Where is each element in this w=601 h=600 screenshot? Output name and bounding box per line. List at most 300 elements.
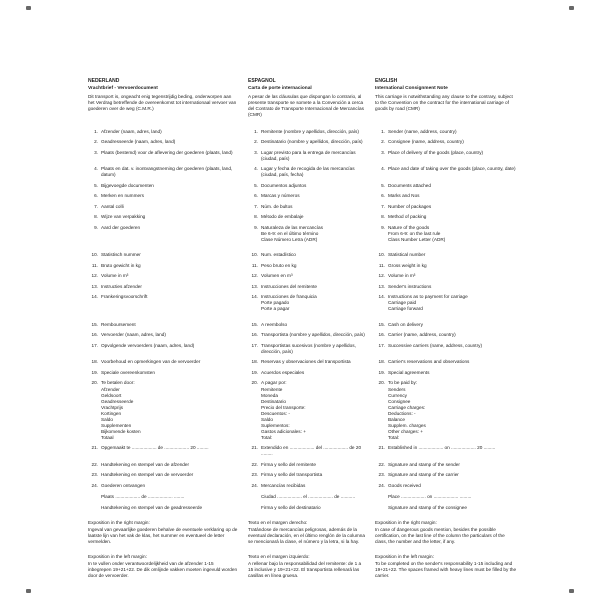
- item-text: [388, 483, 517, 511]
- item-number: 20.: [251, 380, 258, 386]
- item-text: [101, 273, 238, 279]
- item-number: 5.: [381, 182, 385, 188]
- item-subline: Afzender: [101, 386, 120, 392]
- item-number: 20.: [378, 380, 385, 386]
- item-number: 15.: [91, 321, 98, 327]
- item-subline: Ciudad ................... el ................... de ...........: [261, 493, 356, 499]
- item-subline: Gastos adicionales: +: [261, 428, 306, 434]
- item-label: Sender (name, address, country): [388, 128, 457, 134]
- item-subline: Be 6-9: en el último término: [261, 230, 319, 236]
- item-en-14: [375, 294, 517, 312]
- item-en-19: [375, 370, 517, 376]
- item-es-20: [248, 380, 365, 440]
- item-number: 18.: [251, 359, 258, 365]
- item-es-2: [248, 139, 365, 145]
- margin-note-body: To be completed on the sender's responsability 1-15 including and 19+21+22. The spaces framed with heavy lines must be filled by the carrier.: [375, 560, 517, 578]
- item-text: [261, 343, 365, 355]
- margin-note-title: Exposition in the left margin:: [88, 554, 147, 560]
- intro-text: Dit transport is, ongeacht enig tegenstrijdig beding, onderworpen aan het Verdrag betreffende de overeenkomst tot internationaal vervoer van goederen over de weg (C.M.R.): [88, 94, 237, 112]
- item-label: Peso bruto en kg: [261, 262, 297, 268]
- item-text: [388, 183, 517, 189]
- item-number: 21.: [91, 445, 98, 451]
- item-label: Statistical number: [388, 252, 426, 258]
- item-text: [261, 294, 365, 312]
- item-label: Handtekening en stempel van de vervoerder: [101, 472, 194, 478]
- item-text: [261, 204, 365, 210]
- item-label: Remboursement: [101, 321, 136, 327]
- item-text: [261, 284, 365, 290]
- item-number: 4.: [94, 166, 98, 172]
- item-number: 8.: [254, 214, 258, 220]
- item-number: 3.: [254, 149, 258, 155]
- column-header-es: [248, 78, 365, 124]
- item-number: 13.: [378, 283, 385, 289]
- item-text: [261, 129, 365, 135]
- item-label: Marcas y números: [261, 193, 300, 199]
- item-label: Firma y sello del transportista: [261, 472, 323, 478]
- item-label: Goederen ontvangen: [101, 482, 146, 488]
- item-number: 23.: [378, 472, 385, 478]
- item-label: Naturaleza de las mercancías: [261, 224, 324, 230]
- column-header-en: [375, 78, 517, 124]
- margin-note-title: Exposition in the right margin:: [88, 520, 150, 526]
- item-en-18: [375, 359, 517, 365]
- item-text: [101, 462, 238, 468]
- item-label: Frankeringsvoorschrift: [101, 294, 148, 300]
- item-number: 13.: [91, 283, 98, 289]
- item-text: [261, 322, 365, 328]
- item-number: 14.: [91, 294, 98, 300]
- item-es-23: [248, 472, 365, 478]
- item-number: 8.: [94, 214, 98, 220]
- item-es-5: [248, 183, 365, 189]
- item-label: Aantal colli: [101, 203, 124, 209]
- item-subline: Place ................... on ................... .........: [388, 493, 472, 499]
- item-subline: Class Number Letter (ADR): [388, 236, 446, 242]
- item-label: Signature and stamp of the sender: [388, 461, 460, 467]
- item-text: [261, 214, 365, 220]
- item-number: 1.: [254, 128, 258, 134]
- item-es-19: [248, 370, 365, 376]
- item-number: 17.: [378, 342, 385, 348]
- item-number: 7.: [254, 203, 258, 209]
- item-en-10: [375, 252, 517, 258]
- language-title: NEDERLAND: [88, 78, 120, 84]
- item-number: 20.: [91, 380, 98, 386]
- item-text: [388, 332, 517, 338]
- item-text: [388, 359, 517, 365]
- item-number: 18.: [378, 359, 385, 365]
- item-text: [261, 183, 365, 189]
- item-subline: Descuentos: -: [261, 410, 290, 416]
- item-text: [101, 322, 238, 328]
- item-en-15: [375, 322, 517, 328]
- item-label: Afzender (naam, adres, land): [101, 128, 162, 134]
- item-number: 9.: [254, 224, 258, 230]
- item-label: Instructies afzender: [101, 283, 142, 289]
- item-label: Documentos adjuntos: [261, 182, 307, 188]
- item-es-22: [248, 462, 365, 468]
- item-nl-7: [88, 204, 238, 210]
- item-text: [101, 472, 238, 478]
- margin-note-nl-2: [88, 554, 238, 579]
- item-number: 12.: [251, 273, 258, 279]
- item-en-22: [375, 462, 517, 468]
- item-nl-24: [88, 483, 238, 511]
- item-number: 21.: [251, 445, 258, 451]
- item-number: 19.: [378, 369, 385, 375]
- item-en-11: [375, 263, 517, 269]
- item-label: Nature of the goods: [388, 224, 430, 230]
- item-number: 12.: [378, 273, 385, 279]
- item-label: Lugar previsto para la entrega de mercancías (ciudad, país): [261, 149, 356, 161]
- item-label: Transportista (nombre y apellidos, dirección, país): [261, 332, 365, 338]
- item-nl-15: [88, 322, 238, 328]
- item-nl-1: [88, 129, 238, 135]
- item-text: [261, 483, 365, 511]
- item-en-8: [375, 214, 517, 220]
- item-text: [388, 343, 517, 349]
- item-es-17: [248, 343, 365, 355]
- item-subline: Balance: [388, 416, 405, 422]
- item-label: Speciale overeenkomsten: [101, 369, 155, 375]
- item-subline: Total:: [261, 434, 273, 440]
- item-subline: Consignee: [388, 398, 411, 404]
- item-number: 11.: [91, 262, 98, 268]
- item-es-21: [248, 445, 365, 457]
- item-label: Instrucciones del remitente: [261, 283, 318, 289]
- item-en-5: [375, 183, 517, 189]
- item-nl-21: [88, 445, 238, 457]
- margin-note-body: Ingeval van gevaarlijke goederen behalve de eventuele verklaring op de laatste lijn van het vak de klas, het nummer en eventueel de letter vermelden.: [88, 526, 238, 544]
- margin-note-nl-1: [88, 520, 238, 545]
- item-label: Established in ................... on ................... 20 .........: [388, 445, 496, 451]
- item-es-6: [248, 193, 365, 199]
- item-es-12: [248, 273, 365, 279]
- item-text: [388, 214, 517, 220]
- item-nl-10: [88, 252, 238, 258]
- item-label: Opvolgende vervoerders (naam, adres, land): [101, 342, 195, 348]
- item-label: Cash on delivery: [388, 321, 423, 327]
- intro-text: A pesar de las cláusulas que dispongan lo contrario, al presente transporte se somete a la Convención a cerca del Contrato de Transporte Internacional de Mercancías (CMR): [248, 94, 364, 118]
- item-number: 7.: [381, 203, 385, 209]
- item-text: [261, 150, 365, 162]
- item-number: 2.: [381, 139, 385, 145]
- item-nl-23: [88, 472, 238, 478]
- item-number: 14.: [251, 294, 258, 300]
- item-subline: Vrachtprijs: [101, 404, 123, 410]
- item-label: Consignee (name, address, country): [388, 139, 464, 145]
- margin-note-es-2: [248, 554, 365, 579]
- item-subline: Moneda: [261, 392, 278, 398]
- item-label: Handtekening en stempel van de afzender: [101, 461, 190, 467]
- corner-mark-bottom-right: [569, 589, 574, 593]
- item-text: [101, 252, 238, 258]
- item-text: [261, 252, 365, 258]
- item-number: 17.: [251, 342, 258, 348]
- item-en-4: [375, 166, 517, 178]
- item-es-9: [248, 225, 365, 243]
- item-label: Gross weight in kg: [388, 262, 427, 268]
- item-label: Instrucciones de franquicia: [261, 294, 317, 300]
- item-nl-12: [88, 273, 238, 279]
- item-label: Volumen en m³: [261, 273, 293, 279]
- item-number: 3.: [94, 149, 98, 155]
- item-subline: Handtekening en stempel van de geadresseerde: [101, 504, 203, 510]
- item-number: 16.: [91, 332, 98, 338]
- item-text: [101, 359, 238, 365]
- item-number: 10.: [251, 252, 258, 258]
- item-label: Bruto gewicht in kg: [101, 262, 141, 268]
- item-text: [388, 252, 517, 258]
- margin-note-title: Texto en el margen izquierdo:: [248, 554, 310, 560]
- item-text: [101, 294, 238, 300]
- item-text: [388, 129, 517, 135]
- item-label: Wijze van verpakking: [101, 214, 146, 220]
- item-label: Reservas y observaciones del transportista: [261, 359, 351, 365]
- item-label: Lugar y fecha de recogida de las mercancías (ciudad, país, fecha): [261, 166, 355, 178]
- item-text: [101, 370, 238, 376]
- item-en-1: [375, 129, 517, 135]
- margin-note-title: Texto en el margen derecho:: [248, 520, 308, 526]
- item-label: Destinatario (nombre y apellidos, dirección, país): [261, 139, 363, 145]
- item-text: [388, 322, 517, 328]
- item-text: [388, 273, 517, 279]
- margin-note-body: In te vullen onder verantwoordelijkheid van de afzender 1-15 inbegrepen 19+21+22. De dik omlijnde vakken moeten ingevuld worden door de vervoerder.: [88, 560, 238, 578]
- item-text: [388, 204, 517, 210]
- item-number: 11.: [378, 262, 385, 268]
- item-subline: Kortingen: [101, 410, 122, 416]
- item-nl-3: [88, 150, 238, 162]
- item-text: [101, 263, 238, 269]
- item-text: [101, 193, 238, 199]
- item-subline: From 6-9: on the last rule: [388, 230, 441, 236]
- item-label: Geadresseerde (naam, adres, land): [101, 139, 176, 145]
- item-label: A reembolso: [261, 321, 288, 327]
- item-number: 15.: [378, 321, 385, 327]
- item-number: 2.: [254, 139, 258, 145]
- item-label: Volume in m³: [101, 273, 129, 279]
- item-label: Signature and stamp of the carrier: [388, 472, 459, 478]
- item-number: 24.: [378, 482, 385, 488]
- item-en-2: [375, 139, 517, 145]
- trilingual-grid: [88, 78, 517, 579]
- item-nl-17: [88, 343, 238, 355]
- item-nl-19: [88, 370, 238, 376]
- item-number: 19.: [91, 369, 98, 375]
- item-text: [101, 483, 238, 511]
- item-text: [261, 166, 365, 178]
- item-label: Plaats en dat. v. inontvangstneming der goederen (plaats, land, datum): [101, 166, 233, 178]
- margin-note-title: Exposition in the left margin:: [375, 554, 434, 560]
- item-en-3: [375, 150, 517, 162]
- item-label: Successive carriers (name, address, country): [388, 342, 483, 348]
- item-text: [388, 263, 517, 269]
- item-subline: Porte pagado: [261, 300, 290, 306]
- item-number: 22.: [251, 461, 258, 467]
- item-subline: Clase Número Letra (ADR): [261, 236, 318, 242]
- item-number: 4.: [254, 166, 258, 172]
- item-number: 22.: [378, 461, 385, 467]
- item-subline: Plaats ................... de ................... ........: [101, 493, 185, 499]
- item-nl-22: [88, 462, 238, 468]
- document-title: Vrachtbrief - Vervoerdocument: [88, 85, 158, 91]
- item-number: 9.: [94, 224, 98, 230]
- item-number: 23.: [91, 472, 98, 478]
- item-text: [261, 273, 365, 279]
- item-en-9: [375, 225, 517, 243]
- item-number: 13.: [251, 283, 258, 289]
- item-number: 4.: [381, 166, 385, 172]
- item-text: [388, 380, 517, 440]
- corner-mark-top-right: [569, 6, 574, 10]
- item-subline: Senders: [388, 386, 406, 392]
- item-label: Mercancías recibidas: [261, 482, 306, 488]
- item-label: Carrier's reservations and observations: [388, 359, 470, 365]
- intro-text: This carriage is notwithstanding any clause to the contrary, subject to the Convention on the contract for the international carriage of goods by road (CMR): [375, 94, 513, 112]
- item-subline: Carriage forward: [388, 306, 423, 312]
- item-number: 2.: [94, 139, 98, 145]
- item-text: [388, 462, 517, 468]
- item-label: Transportistas sucesivos (nombre y apellidos, dirección, país): [261, 342, 356, 354]
- item-label: Instructions as to payment for carriage: [388, 294, 468, 300]
- item-text: [388, 472, 517, 478]
- item-label: Te betalen door:: [101, 380, 135, 386]
- item-label: Voorbehoud en opmerkingen van de vervoerder: [101, 359, 201, 365]
- item-en-24: [375, 483, 517, 511]
- item-number: 24.: [251, 482, 258, 488]
- item-label: Documents attached: [388, 182, 431, 188]
- item-nl-5: [88, 183, 238, 189]
- item-number: 21.: [378, 445, 385, 451]
- item-en-23: [375, 472, 517, 478]
- item-number: 15.: [251, 321, 258, 327]
- item-text: [388, 370, 517, 376]
- item-text: [101, 445, 238, 451]
- item-subline: Deductions: -: [388, 410, 416, 416]
- item-number: 17.: [91, 342, 98, 348]
- item-nl-2: [88, 139, 238, 145]
- item-text: [261, 332, 365, 338]
- item-number: 9.: [381, 224, 385, 230]
- item-text: [261, 472, 365, 478]
- item-number: 1.: [94, 128, 98, 134]
- item-label: Volume in m³: [388, 273, 416, 279]
- item-label: Marks and Nos: [388, 193, 420, 199]
- item-subline: Supplementen: [101, 422, 132, 428]
- item-number: 11.: [251, 262, 258, 268]
- item-label: Sender's instructions: [388, 283, 432, 289]
- margin-note-body: In case of dangerous goods mention, besides the possible certification, on the last line of the column the particulars of the class, the number and the letter, if any.: [375, 526, 505, 544]
- item-label: Núm. de bultos: [261, 203, 293, 209]
- item-text: [261, 359, 365, 365]
- item-es-1: [248, 129, 365, 135]
- item-subline: Saldo: [101, 416, 113, 422]
- item-label: Method of packing: [388, 214, 427, 220]
- item-label: Merken en nummers: [101, 193, 144, 199]
- item-nl-9: [88, 225, 238, 243]
- item-text: [261, 225, 365, 243]
- item-nl-20: [88, 380, 238, 440]
- item-en-20: [375, 380, 517, 440]
- item-number: 19.: [251, 369, 258, 375]
- item-nl-16: [88, 332, 238, 338]
- item-subline: Signature and stamp of the consignee: [388, 504, 467, 510]
- item-nl-13: [88, 284, 238, 290]
- item-label: Bijgevoegde documenten: [101, 182, 154, 188]
- item-number: 16.: [378, 332, 385, 338]
- item-es-3: [248, 150, 365, 162]
- item-label: Aard der goederen: [101, 224, 141, 230]
- item-number: 23.: [251, 472, 258, 478]
- item-text: [101, 129, 238, 135]
- item-text: [101, 183, 238, 189]
- item-text: [101, 150, 238, 156]
- item-text: [388, 150, 517, 156]
- item-nl-4: [88, 166, 238, 178]
- margin-note-body: A rellenar bajo la responsabilidad del remitente: de 1 a 15 inclusive y 19+21+22. El transportista rellenará las casillas en línea gruesa.: [248, 560, 362, 578]
- item-subline: Remitente: [261, 386, 283, 392]
- item-text: [101, 214, 238, 220]
- item-number: 5.: [254, 182, 258, 188]
- item-en-21: [375, 445, 517, 457]
- column-header-nl: [88, 78, 238, 124]
- item-number: 1.: [381, 128, 385, 134]
- item-number: 3.: [381, 149, 385, 155]
- item-label: Acuerdos especiales: [261, 369, 305, 375]
- language-title: ESPAGNOL: [248, 78, 276, 84]
- item-text: [261, 193, 365, 199]
- item-label: Opgemaakt te ................... de ................... 20 .........: [101, 445, 209, 451]
- item-subline: Other charges: +: [388, 428, 424, 434]
- item-es-18: [248, 359, 365, 365]
- item-label: Firma y sello del remitente: [261, 461, 316, 467]
- item-label: Num. estadístico: [261, 252, 296, 258]
- margin-note-en-1: [375, 520, 517, 545]
- item-subline: Geldsoort: [101, 392, 122, 398]
- margin-note-es-1: [248, 520, 365, 545]
- margin-note-en-2: [375, 554, 517, 579]
- item-es-16: [248, 332, 365, 338]
- item-number: 6.: [254, 193, 258, 199]
- item-number: 16.: [251, 332, 258, 338]
- item-es-4: [248, 166, 365, 178]
- item-number: 6.: [381, 193, 385, 199]
- item-number: 10.: [91, 252, 98, 258]
- item-label: Plaats (bestemd) voor de aflevering der goederen (plaats, land): [101, 149, 233, 155]
- item-text: [388, 193, 517, 199]
- item-subline: Porte a pagar: [261, 306, 290, 312]
- item-en-6: [375, 193, 517, 199]
- item-nl-6: [88, 193, 238, 199]
- item-text: [388, 284, 517, 290]
- item-subline: Total:: [388, 434, 400, 440]
- document-title: International Consignment Note: [375, 85, 448, 91]
- corner-mark-bottom-left: [26, 589, 31, 593]
- item-en-17: [375, 343, 517, 355]
- item-text: [261, 462, 365, 468]
- item-text: [101, 204, 238, 210]
- item-text: [388, 445, 517, 451]
- item-en-13: [375, 284, 517, 290]
- item-text: [261, 370, 365, 376]
- item-text: [261, 263, 365, 269]
- item-subline: Saldo: [261, 416, 273, 422]
- item-number: 24.: [91, 482, 98, 488]
- item-number: 10.: [378, 252, 385, 258]
- item-subline: Bijkomende kosten: [101, 428, 141, 434]
- item-nl-18: [88, 359, 238, 365]
